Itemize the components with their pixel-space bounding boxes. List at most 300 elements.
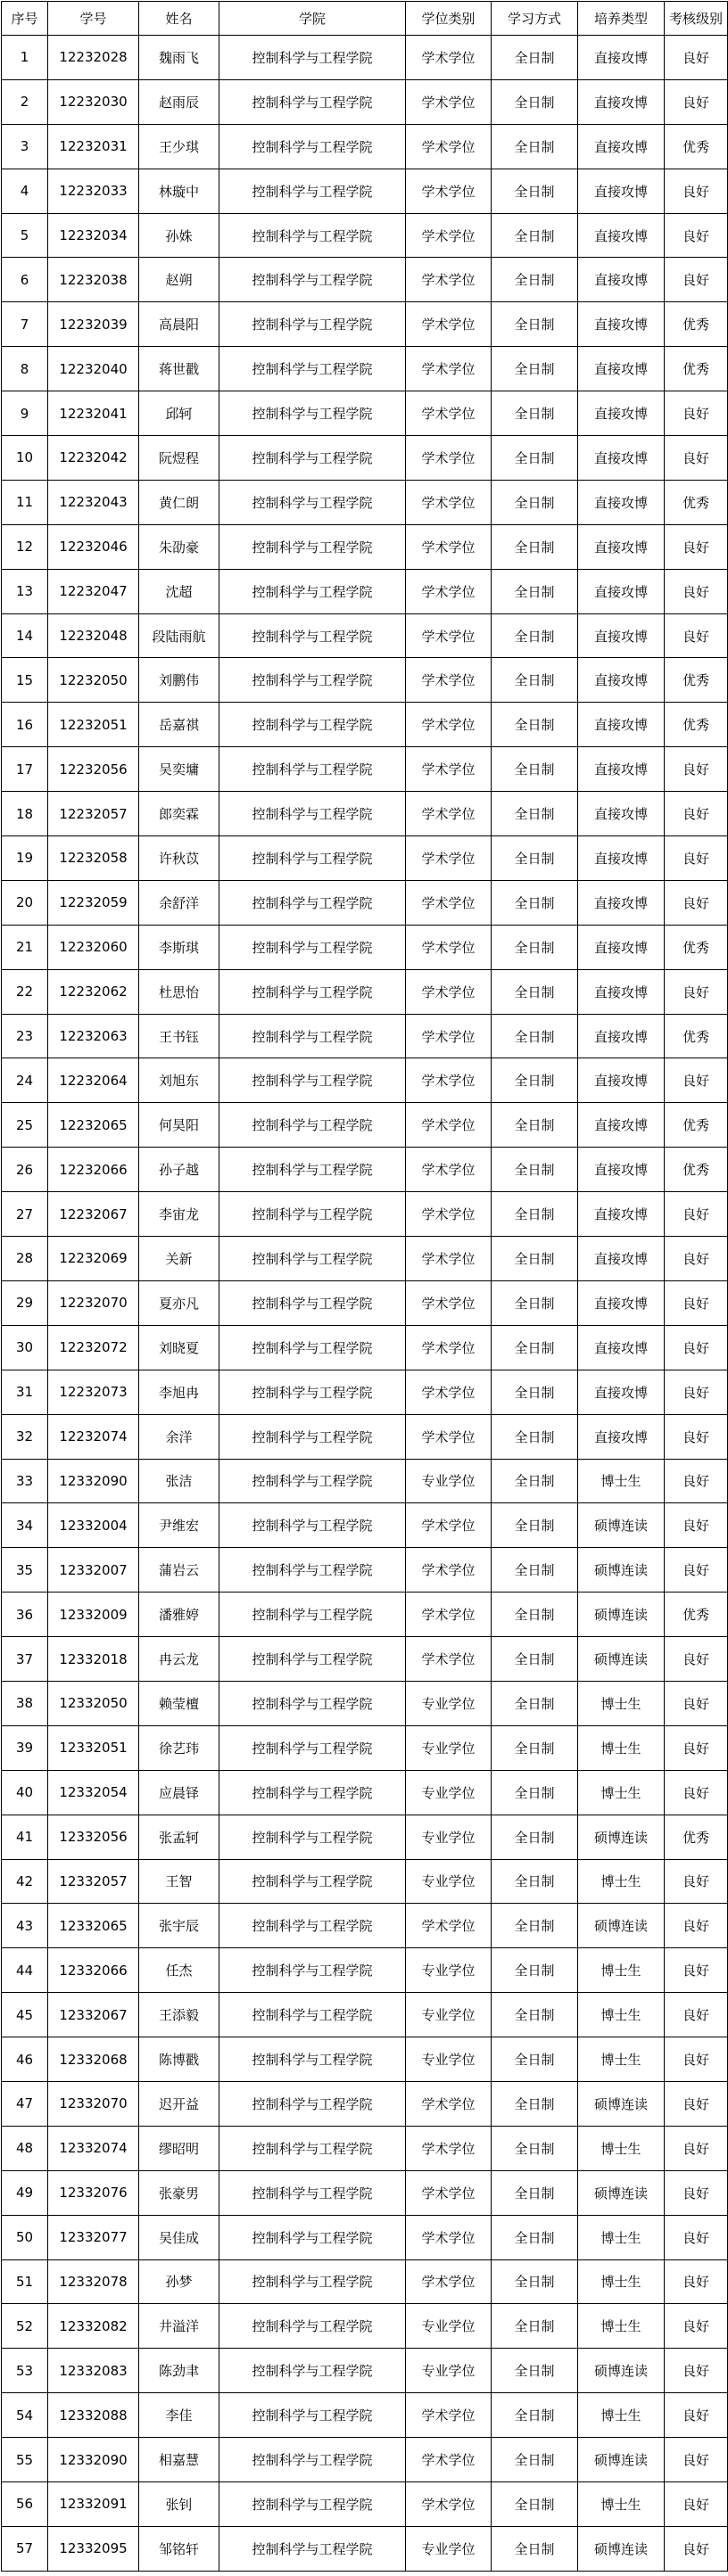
cell-study-mode: 全日制 [492,1725,578,1770]
table-row [2,1192,728,1237]
cell-student-id: 12332051 [48,1725,139,1770]
cell-seq: 53 [2,2349,48,2393]
cell-college: 控制科学与工程学院 [219,2215,406,2259]
cell-college: 控制科学与工程学院 [219,480,406,524]
cell-study-mode: 全日制 [492,747,578,792]
cell-degree-type: 学术学位 [406,36,492,80]
cell-assessment-grade: 良好 [665,836,728,881]
cell-seq: 34 [2,1503,48,1548]
table-row [2,1459,728,1503]
cell-training-type: 直接攻博 [578,569,665,613]
table-row [2,2526,728,2571]
cell-seq: 25 [2,1103,48,1148]
cell-name: 阮煜程 [139,436,219,481]
cell-training-type: 硕博连读 [578,1637,665,1682]
cell-study-mode: 全日制 [492,302,578,347]
cell-college: 控制科学与工程学院 [219,124,406,169]
cell-assessment-grade: 优秀 [665,925,728,969]
header-training-type: 培养类型 [578,2,665,36]
cell-degree-type: 学术学位 [406,2170,492,2215]
cell-student-id: 12332009 [48,1593,139,1637]
cell-student-id: 12332074 [48,2126,139,2170]
cell-student-id: 12232064 [48,1058,139,1103]
cell-assessment-grade: 良好 [665,1770,728,1815]
cell-degree-type: 学术学位 [406,1503,492,1548]
cell-training-type: 直接攻博 [578,747,665,792]
cell-assessment-grade: 良好 [665,1192,728,1237]
cell-college: 控制科学与工程学院 [219,347,406,391]
table-row [2,1681,728,1725]
cell-degree-type: 学术学位 [406,391,492,436]
cell-training-type: 直接攻博 [578,169,665,213]
cell-student-id: 12332050 [48,1681,139,1725]
table-row [2,880,728,925]
table-row [2,1414,728,1459]
cell-assessment-grade: 良好 [665,1548,728,1593]
cell-study-mode: 全日制 [492,1681,578,1725]
cell-name: 高晨阳 [139,302,219,347]
cell-degree-type: 专业学位 [406,2037,492,2082]
cell-degree-type: 学术学位 [406,436,492,481]
table-row [2,391,728,436]
cell-training-type: 博士生 [578,2037,665,2082]
table-row [2,1058,728,1103]
cell-college: 控制科学与工程学院 [219,2349,406,2393]
cell-degree-type: 专业学位 [406,1459,492,1503]
cell-study-mode: 全日制 [492,1548,578,1593]
table-row [2,747,728,792]
cell-degree-type: 学术学位 [406,2438,492,2482]
header-student-id: 学号 [48,2,139,36]
cell-assessment-grade: 良好 [665,880,728,925]
cell-assessment-grade: 优秀 [665,1593,728,1637]
cell-training-type: 直接攻博 [578,1014,665,1058]
cell-name: 邹铭轩 [139,2526,219,2571]
cell-seq: 28 [2,1237,48,1281]
cell-seq: 24 [2,1058,48,1103]
cell-training-type: 直接攻博 [578,792,665,836]
cell-degree-type: 学术学位 [406,1548,492,1593]
cell-degree-type: 学术学位 [406,1637,492,1682]
cell-study-mode: 全日制 [492,1148,578,1192]
cell-student-id: 12232070 [48,1280,139,1325]
cell-degree-type: 学术学位 [406,1148,492,1192]
cell-seq: 52 [2,2304,48,2349]
cell-name: 朱劭豪 [139,524,219,569]
cell-student-id: 12332083 [48,2349,139,2393]
cell-student-id: 12232039 [48,302,139,347]
cell-assessment-grade: 良好 [665,1993,728,2037]
cell-name: 赵朔 [139,258,219,302]
table-row [2,258,728,302]
cell-seq: 14 [2,613,48,658]
cell-student-id: 12232028 [48,36,139,80]
cell-college: 控制科学与工程学院 [219,969,406,1014]
cell-training-type: 直接攻博 [578,658,665,703]
cell-seq: 26 [2,1148,48,1192]
cell-student-id: 12332090 [48,1459,139,1503]
cell-name: 任杰 [139,1948,219,1993]
cell-training-type: 直接攻博 [578,1414,665,1459]
cell-study-mode: 全日制 [492,1103,578,1148]
cell-assessment-grade: 良好 [665,2438,728,2482]
cell-degree-type: 专业学位 [406,1993,492,2037]
cell-college: 控制科学与工程学院 [219,1503,406,1548]
cell-training-type: 直接攻博 [578,347,665,391]
cell-name: 潘雅婷 [139,1593,219,1637]
cell-college: 控制科学与工程学院 [219,2304,406,2349]
cell-degree-type: 学术学位 [406,1103,492,1148]
cell-student-id: 12332018 [48,1637,139,1682]
cell-seq: 23 [2,1014,48,1058]
cell-degree-type: 学术学位 [406,703,492,747]
cell-assessment-grade: 良好 [665,258,728,302]
cell-seq: 57 [2,2526,48,2571]
cell-training-type: 直接攻博 [578,880,665,925]
cell-college: 控制科学与工程学院 [219,2126,406,2170]
cell-name: 刘鹏伟 [139,658,219,703]
cell-training-type: 博士生 [578,2126,665,2170]
cell-name: 李佳 [139,2393,219,2438]
table-row [2,2349,728,2393]
cell-seq: 41 [2,1815,48,1859]
cell-assessment-grade: 良好 [665,169,728,213]
cell-seq: 21 [2,925,48,969]
cell-college: 控制科学与工程学院 [219,1993,406,2037]
cell-degree-type: 学术学位 [406,1192,492,1237]
cell-student-id: 12332076 [48,2170,139,2215]
cell-seq: 45 [2,1993,48,2037]
cell-assessment-grade: 良好 [665,1503,728,1548]
table-row [2,79,728,124]
cell-assessment-grade: 良好 [665,2215,728,2259]
cell-name: 李斯琪 [139,925,219,969]
cell-degree-type: 学术学位 [406,302,492,347]
cell-study-mode: 全日制 [492,124,578,169]
cell-study-mode: 全日制 [492,1859,578,1904]
cell-name: 孙姝 [139,213,219,258]
cell-student-id: 12232066 [48,1148,139,1192]
cell-name: 张钊 [139,2481,219,2526]
cell-name: 孙子越 [139,1148,219,1192]
cell-degree-type: 学术学位 [406,347,492,391]
cell-study-mode: 全日制 [492,613,578,658]
cell-name: 张豪男 [139,2170,219,2215]
table-row [2,1237,728,1281]
cell-training-type: 博士生 [578,1725,665,1770]
cell-degree-type: 专业学位 [406,1770,492,1815]
cell-study-mode: 全日制 [492,703,578,747]
cell-seq: 8 [2,347,48,391]
cell-seq: 12 [2,524,48,569]
cell-seq: 19 [2,836,48,881]
cell-assessment-grade: 良好 [665,2126,728,2170]
cell-training-type: 直接攻博 [578,703,665,747]
cell-college: 控制科学与工程学院 [219,2438,406,2482]
cell-degree-type: 学术学位 [406,1058,492,1103]
cell-study-mode: 全日制 [492,1503,578,1548]
cell-degree-type: 专业学位 [406,2526,492,2571]
cell-seq: 30 [2,1325,48,1370]
cell-training-type: 博士生 [578,2215,665,2259]
cell-assessment-grade: 良好 [665,1058,728,1103]
cell-assessment-grade: 良好 [665,969,728,1014]
cell-study-mode: 全日制 [492,836,578,881]
cell-student-id: 12232050 [48,658,139,703]
cell-name: 张孟轲 [139,1815,219,1859]
cell-training-type: 直接攻博 [578,124,665,169]
cell-student-id: 12332090 [48,2438,139,2482]
table-row [2,347,728,391]
cell-training-type: 直接攻博 [578,613,665,658]
cell-study-mode: 全日制 [492,2215,578,2259]
cell-study-mode: 全日制 [492,925,578,969]
cell-assessment-grade: 良好 [665,1459,728,1503]
cell-college: 控制科学与工程学院 [219,1280,406,1325]
cell-college: 控制科学与工程学院 [219,658,406,703]
cell-training-type: 博士生 [578,1681,665,1725]
cell-degree-type: 学术学位 [406,169,492,213]
cell-seq: 39 [2,1725,48,1770]
cell-student-id: 12332067 [48,1993,139,2037]
table-row [2,1993,728,2037]
cell-seq: 35 [2,1548,48,1593]
cell-training-type: 硕博连读 [578,2081,665,2126]
cell-training-type: 博士生 [578,1993,665,2037]
cell-degree-type: 学术学位 [406,2215,492,2259]
cell-name: 张宇辰 [139,1904,219,1948]
cell-name: 徐艺玮 [139,1725,219,1770]
cell-degree-type: 专业学位 [406,1725,492,1770]
cell-college: 控制科学与工程学院 [219,302,406,347]
cell-assessment-grade: 良好 [665,2304,728,2349]
cell-assessment-grade: 优秀 [665,703,728,747]
cell-training-type: 直接攻博 [578,480,665,524]
cell-assessment-grade: 良好 [665,2349,728,2393]
cell-college: 控制科学与工程学院 [219,1548,406,1593]
cell-seq: 16 [2,703,48,747]
table-row [2,2393,728,2438]
cell-college: 控制科学与工程学院 [219,1459,406,1503]
cell-student-id: 12332068 [48,2037,139,2082]
cell-study-mode: 全日制 [492,2304,578,2349]
cell-degree-type: 学术学位 [406,1593,492,1637]
cell-student-id: 12332095 [48,2526,139,2571]
cell-college: 控制科学与工程学院 [219,1014,406,1058]
cell-name: 蒲岩云 [139,1548,219,1593]
cell-name: 杜思怡 [139,969,219,1014]
cell-study-mode: 全日制 [492,258,578,302]
cell-training-type: 硕博连读 [578,2526,665,2571]
cell-assessment-grade: 良好 [665,213,728,258]
cell-seq: 9 [2,391,48,436]
cell-training-type: 直接攻博 [578,436,665,481]
table-row [2,169,728,213]
cell-degree-type: 学术学位 [406,1370,492,1414]
cell-study-mode: 全日制 [492,1593,578,1637]
cell-seq: 54 [2,2393,48,2438]
table-row [2,703,728,747]
table-row [2,2037,728,2082]
cell-seq: 38 [2,1681,48,1725]
cell-study-mode: 全日制 [492,1414,578,1459]
cell-student-id: 12232062 [48,969,139,1014]
cell-college: 控制科学与工程学院 [219,2170,406,2215]
table-row [2,2215,728,2259]
cell-seq: 50 [2,2215,48,2259]
cell-assessment-grade: 良好 [665,1681,728,1725]
cell-degree-type: 专业学位 [406,1815,492,1859]
cell-name: 魏雨飞 [139,36,219,80]
header-college: 学院 [219,2,406,36]
cell-assessment-grade: 优秀 [665,302,728,347]
cell-seq: 18 [2,792,48,836]
cell-name: 郎奕霖 [139,792,219,836]
cell-degree-type: 学术学位 [406,2126,492,2170]
cell-student-id: 12232034 [48,213,139,258]
cell-training-type: 硕博连读 [578,2438,665,2482]
table-row [2,1770,728,1815]
cell-study-mode: 全日制 [492,1948,578,1993]
cell-training-type: 博士生 [578,2393,665,2438]
cell-study-mode: 全日制 [492,169,578,213]
cell-name: 夏亦凡 [139,1280,219,1325]
header-seq: 序号 [2,2,48,36]
cell-student-id: 12332057 [48,1859,139,1904]
cell-study-mode: 全日制 [492,792,578,836]
cell-training-type: 直接攻博 [578,36,665,80]
cell-student-id: 12332056 [48,1815,139,1859]
cell-name: 王添毅 [139,1993,219,2037]
table-row [2,1014,728,1058]
cell-name: 蒋世戳 [139,347,219,391]
cell-college: 控制科学与工程学院 [219,1325,406,1370]
cell-college: 控制科学与工程学院 [219,213,406,258]
cell-degree-type: 学术学位 [406,2081,492,2126]
cell-student-id: 12232042 [48,436,139,481]
cell-assessment-grade: 良好 [665,1859,728,1904]
cell-training-type: 直接攻博 [578,1280,665,1325]
cell-name: 陈博戳 [139,2037,219,2082]
cell-assessment-grade: 良好 [665,1725,728,1770]
cell-study-mode: 全日制 [492,2259,578,2304]
cell-college: 控制科学与工程学院 [219,1103,406,1148]
cell-degree-type: 学术学位 [406,1237,492,1281]
cell-assessment-grade: 良好 [665,613,728,658]
cell-college: 控制科学与工程学院 [219,2393,406,2438]
cell-degree-type: 学术学位 [406,747,492,792]
cell-seq: 43 [2,1904,48,1948]
cell-training-type: 直接攻博 [578,79,665,124]
table-row [2,792,728,836]
cell-seq: 11 [2,480,48,524]
cell-student-id: 12232057 [48,792,139,836]
cell-assessment-grade: 良好 [665,2037,728,2082]
cell-training-type: 硕博连读 [578,1593,665,1637]
table-row [2,1725,728,1770]
cell-assessment-grade: 良好 [665,524,728,569]
cell-college: 控制科学与工程学院 [219,747,406,792]
cell-degree-type: 学术学位 [406,2259,492,2304]
cell-degree-type: 学术学位 [406,480,492,524]
cell-name: 张洁 [139,1459,219,1503]
cell-assessment-grade: 优秀 [665,480,728,524]
cell-training-type: 直接攻博 [578,1103,665,1148]
cell-study-mode: 全日制 [492,1325,578,1370]
table-row [2,1948,728,1993]
cell-study-mode: 全日制 [492,1370,578,1414]
table-row [2,302,728,347]
cell-study-mode: 全日制 [492,1280,578,1325]
cell-study-mode: 全日制 [492,2126,578,2170]
cell-training-type: 博士生 [578,1459,665,1503]
cell-student-id: 12232074 [48,1414,139,1459]
table-row [2,613,728,658]
cell-seq: 33 [2,1459,48,1503]
cell-college: 控制科学与工程学院 [219,2259,406,2304]
cell-training-type: 直接攻博 [578,391,665,436]
cell-name: 迟开益 [139,2081,219,2126]
table-body [2,36,728,2572]
cell-college: 控制科学与工程学院 [219,1058,406,1103]
table-row [2,124,728,169]
cell-assessment-grade: 良好 [665,1948,728,1993]
cell-training-type: 直接攻博 [578,1148,665,1192]
table-row [2,2259,728,2304]
cell-name: 王智 [139,1859,219,1904]
cell-student-id: 12332065 [48,1904,139,1948]
cell-student-id: 12332082 [48,2304,139,2349]
cell-study-mode: 全日制 [492,2393,578,2438]
cell-college: 控制科学与工程学院 [219,925,406,969]
cell-training-type: 直接攻博 [578,1370,665,1414]
cell-seq: 3 [2,124,48,169]
cell-assessment-grade: 良好 [665,2481,728,2526]
cell-college: 控制科学与工程学院 [219,2037,406,2082]
cell-training-type: 博士生 [578,2259,665,2304]
cell-assessment-grade: 良好 [665,1370,728,1414]
cell-name: 陈劲聿 [139,2349,219,2393]
cell-training-type: 硕博连读 [578,2349,665,2393]
cell-seq: 51 [2,2259,48,2304]
table-row [2,1503,728,1548]
cell-student-id: 12232069 [48,1237,139,1281]
cell-seq: 49 [2,2170,48,2215]
cell-training-type: 直接攻博 [578,258,665,302]
cell-student-id: 12232072 [48,1325,139,1370]
cell-student-id: 12232038 [48,258,139,302]
cell-study-mode: 全日制 [492,1192,578,1237]
cell-name: 许秋苡 [139,836,219,881]
cell-degree-type: 学术学位 [406,258,492,302]
cell-seq: 4 [2,169,48,213]
cell-training-type: 博士生 [578,1859,665,1904]
header-degree-type: 学位类别 [406,2,492,36]
cell-degree-type: 专业学位 [406,2304,492,2349]
cell-degree-type: 学术学位 [406,1280,492,1325]
cell-assessment-grade: 优秀 [665,347,728,391]
cell-assessment-grade: 优秀 [665,1014,728,1058]
cell-degree-type: 学术学位 [406,1014,492,1058]
cell-student-id: 12232067 [48,1192,139,1237]
cell-student-id: 12232065 [48,1103,139,1148]
cell-training-type: 直接攻博 [578,1325,665,1370]
cell-name: 相嘉慧 [139,2438,219,2482]
cell-study-mode: 全日制 [492,2170,578,2215]
cell-assessment-grade: 优秀 [665,658,728,703]
cell-college: 控制科学与工程学院 [219,258,406,302]
cell-assessment-grade: 良好 [665,2393,728,2438]
